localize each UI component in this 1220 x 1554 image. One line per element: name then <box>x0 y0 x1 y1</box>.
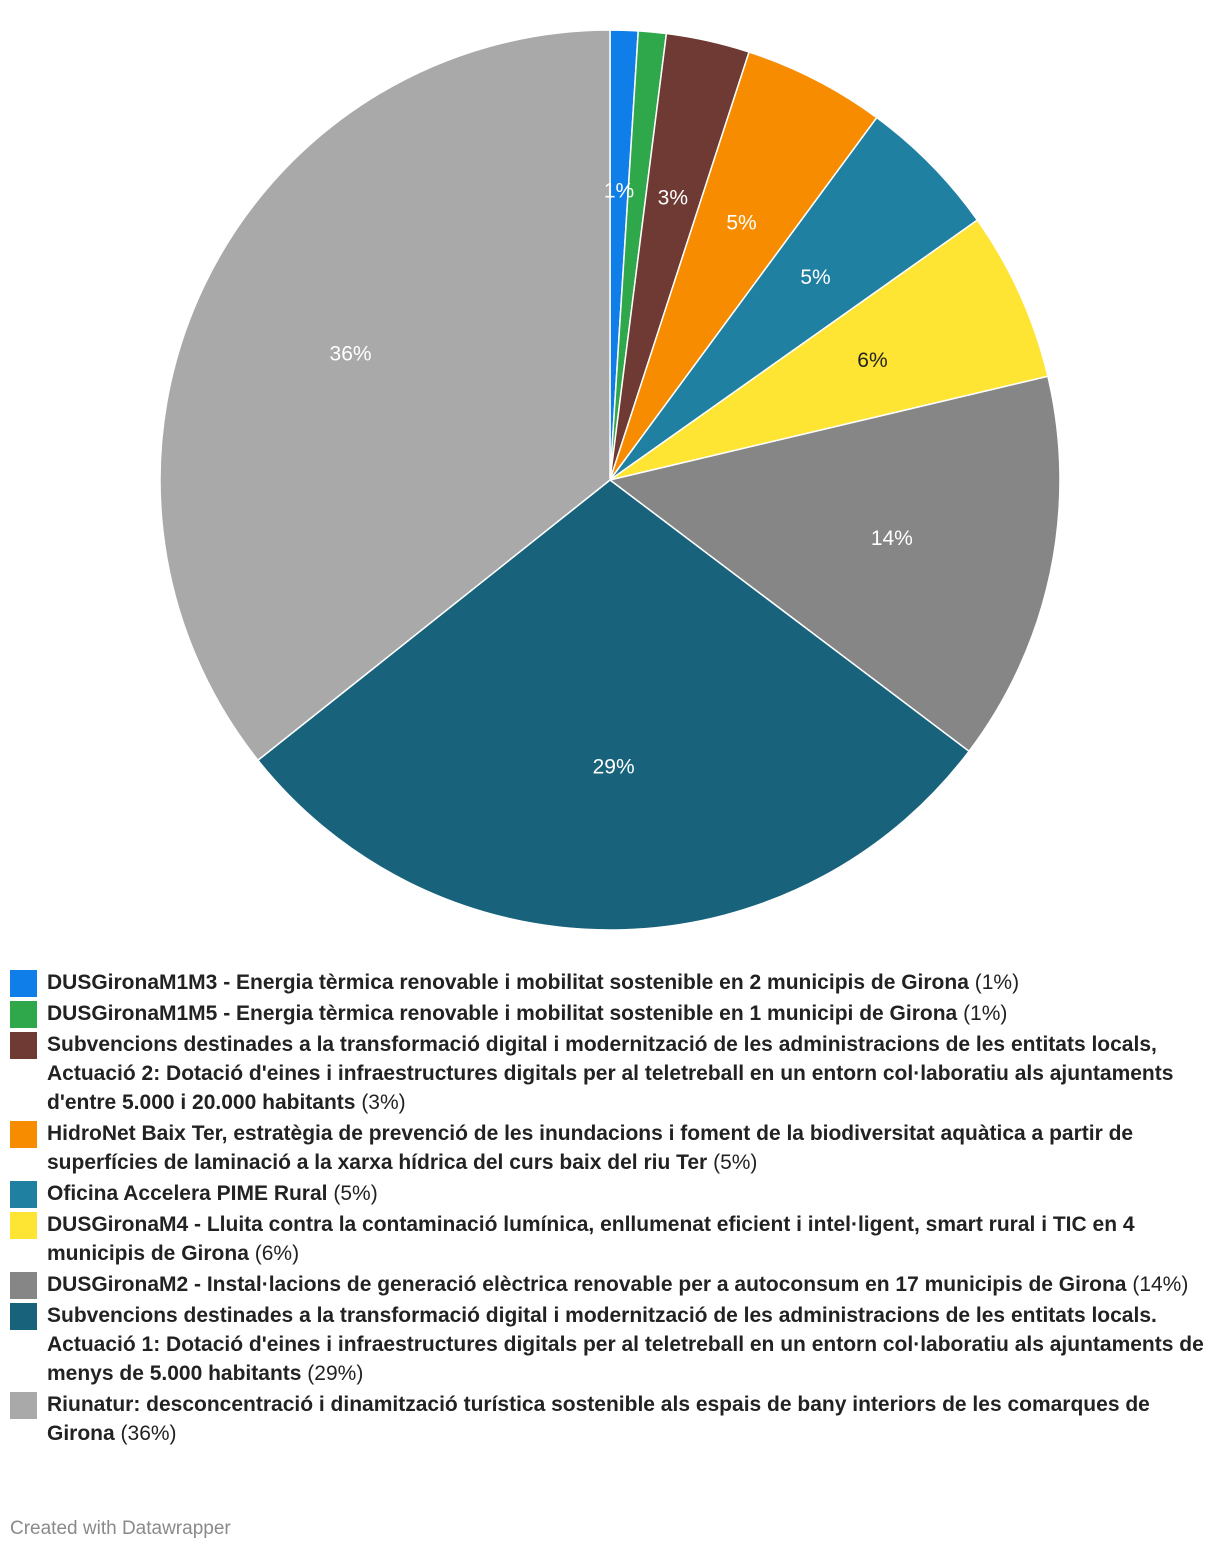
legend-swatch <box>10 1121 37 1148</box>
legend-series-name: Subvencions destinades a la transformació digital i modernització de les administracions de les entitats locals, Actuació 2: Dotació d'eines i infraestructures digitals per al teletreball en un entorn col·laboratiu als ajuntaments d'entre 5.000 i 20.000 habitants <box>47 1033 1174 1114</box>
legend-swatch <box>10 1032 37 1059</box>
legend-series-name: DUSGironaM4 - Lluita contra la contaminació lumínica, enllumenat eficient i intel·ligent, smart rural i TIC en 4 municipis de Girona <box>47 1213 1135 1265</box>
slice-label-9: 36% <box>329 342 372 366</box>
legend-swatch <box>10 1212 37 1239</box>
slice-label-5: 5% <box>800 265 831 289</box>
legend-swatch <box>10 1272 37 1299</box>
legend-label <box>47 1390 1215 1448</box>
legend-series-name: HidroNet Baix Ter, estratègia de prevenció de les inundacions i foment de la biodiversitat aquàtica a partir de superfícies de laminació a la xarxa hídrica del curs baix del riu Ter <box>47 1122 1134 1174</box>
legend-series-name: Oficina Accelera PIME Rural <box>47 1182 328 1205</box>
slice-label-1: 1% <box>603 179 635 203</box>
legend-label <box>47 1301 1215 1388</box>
slice-label-6: 6% <box>857 349 888 373</box>
legend-percentage: (5%) <box>713 1151 758 1174</box>
legend-swatch <box>10 1303 37 1330</box>
legend-item <box>10 999 1215 1028</box>
legend-label <box>47 968 1019 997</box>
slice-label-7: 14% <box>870 526 913 550</box>
legend-item <box>10 1270 1215 1299</box>
legend-label <box>47 1179 378 1208</box>
legend-item <box>10 1179 1215 1208</box>
legend-percentage: (3%) <box>361 1091 406 1114</box>
legend-label <box>47 1119 1215 1177</box>
legend-label <box>47 1270 1188 1299</box>
slice-label-8: 29% <box>592 755 635 779</box>
legend-swatch <box>10 1181 37 1208</box>
legend-label <box>47 1210 1215 1268</box>
legend-swatch <box>10 1392 37 1419</box>
legend-percentage: (6%) <box>254 1242 300 1265</box>
legend <box>10 968 1215 1450</box>
legend-item <box>10 1030 1215 1117</box>
legend-item <box>10 1390 1215 1448</box>
legend-label <box>47 1030 1215 1117</box>
legend-series-name: Riunatur: desconcentració i dinamització turística sostenible als espais de bany interiors de les comarques de Girona <box>47 1393 1150 1445</box>
legend-series-name: DUSGironaM1M3 - Energia tèrmica renovable i mobilitat sostenible en 2 municipis de Girona <box>47 971 969 994</box>
legend-label <box>47 999 1007 1028</box>
legend-item <box>10 1301 1215 1388</box>
credit-text: Created with Datawrapper <box>10 1518 231 1539</box>
legend-swatch <box>10 1001 37 1028</box>
legend-item <box>10 968 1215 997</box>
legend-percentage: (1%) <box>974 971 1020 994</box>
legend-percentage: (1%) <box>963 1002 1008 1025</box>
legend-item <box>10 1210 1215 1268</box>
legend-percentage: (29%) <box>307 1362 364 1385</box>
legend-swatch <box>10 970 37 997</box>
legend-percentage: (5%) <box>333 1182 378 1205</box>
legend-series-name: Subvencions destinades a la transformació digital i modernització de les administracions de les entitats locals. Actuació 1: Dotació d'eines i infraestructures digitals per al teletreball en un entorn col·laboratiu als ajuntaments de menys de 5.000 habitants <box>47 1304 1204 1385</box>
legend-percentage: (36%) <box>120 1422 177 1445</box>
legend-percentage: (14%) <box>1132 1273 1189 1296</box>
legend-series-name: DUSGironaM2 - Instal·lacions de generació elèctrica renovable per a autoconsum en 17 municipis de Girona <box>47 1273 1127 1296</box>
slice-label-4: 5% <box>726 211 757 235</box>
legend-series-name: DUSGironaM1M5 - Energia tèrmica renovable i mobilitat sostenible en 1 municipi de Girona <box>47 1002 958 1025</box>
slice-label-3: 3% <box>657 186 689 210</box>
legend-item <box>10 1119 1215 1177</box>
